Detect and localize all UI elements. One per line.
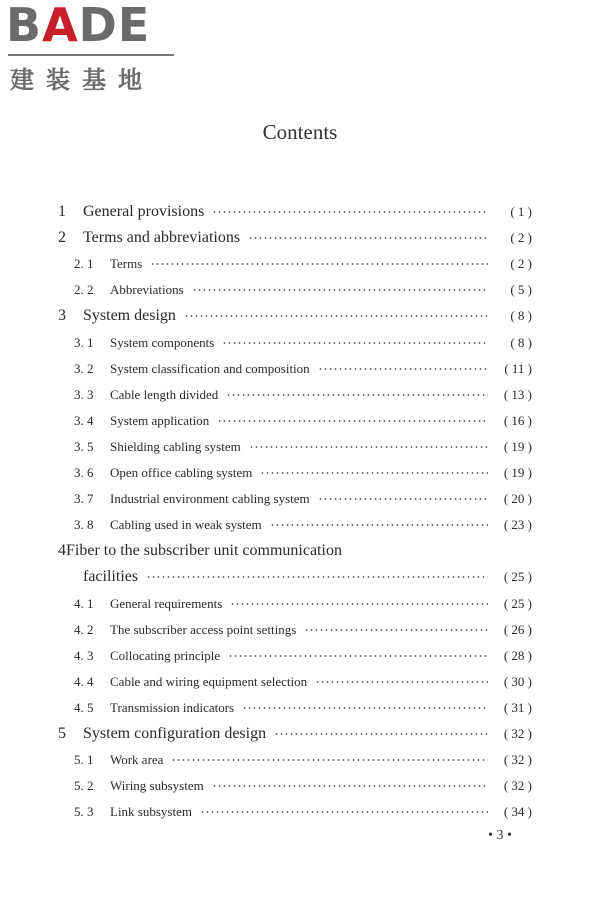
toc-entry-title: Terms and abbreviations xyxy=(83,229,241,246)
dot-leader xyxy=(146,571,488,583)
dot-leader xyxy=(242,702,488,714)
toc-entry-title: Cable and wiring equipment selection xyxy=(110,674,308,689)
toc-entry-title: General requirements xyxy=(110,596,223,611)
logo-subtitle: 建装基地 xyxy=(10,66,154,94)
toc-subsection-entry[interactable] xyxy=(74,460,532,486)
toc-entry-page: ( 8 ) xyxy=(510,335,532,350)
toc-entry-number: 3. 8 xyxy=(74,517,94,532)
toc-entry-title: Terms xyxy=(110,256,143,271)
toc-entry-title: The subscriber access point settings xyxy=(110,622,297,637)
toc-subsection-entry[interactable] xyxy=(74,512,532,538)
toc-entry-page: ( 32 ) xyxy=(503,726,532,741)
toc-subsection-entry[interactable] xyxy=(74,669,532,695)
dot-leader xyxy=(260,467,488,479)
toc-entry-page: ( 34 ) xyxy=(503,804,532,819)
toc-subsection-entry[interactable] xyxy=(74,277,532,303)
dot-leader xyxy=(249,441,488,453)
page-title: Contents xyxy=(262,120,338,144)
dot-leader xyxy=(226,389,488,401)
toc-entry-number: 3. 7 xyxy=(74,491,94,506)
toc-subsection-entry[interactable] xyxy=(74,617,532,643)
page-number: • 3 • xyxy=(488,828,512,843)
toc-subsection-entry[interactable] xyxy=(74,591,532,617)
logo-wordmark: BADE xyxy=(6,0,151,52)
toc-section-entry[interactable] xyxy=(58,721,532,747)
dot-leader xyxy=(315,676,488,688)
toc-entry-number: 3. 6 xyxy=(74,465,94,480)
toc-entry-title: Cable length divided xyxy=(110,387,219,402)
toc-entry-title: Work area xyxy=(110,752,164,767)
toc-entry-number: 1 xyxy=(58,203,66,220)
dot-leader xyxy=(248,232,488,244)
toc-entry-number: 3 xyxy=(58,307,66,324)
toc-subsection-entry[interactable] xyxy=(74,695,532,721)
toc-entry-title: System classification and composition xyxy=(110,361,310,376)
toc-entry-page: ( 2 ) xyxy=(510,256,532,271)
dot-leader xyxy=(318,493,488,505)
toc-entry-page: ( 31 ) xyxy=(503,700,532,715)
dot-leader xyxy=(230,598,488,610)
toc-entry-page: ( 32 ) xyxy=(503,778,532,793)
dot-leader xyxy=(171,754,488,766)
toc-entry-title: Shielding cabling system xyxy=(110,439,241,454)
toc-entry-title: Link subsystem xyxy=(110,804,192,819)
toc-entry-number: 4. 4 xyxy=(74,674,94,689)
toc-entry-number: 4. 2 xyxy=(74,622,94,637)
toc-entry-title: Transmission indicators xyxy=(110,700,235,715)
toc-entry-page: ( 1 ) xyxy=(510,204,532,219)
publisher-logo xyxy=(6,0,176,94)
toc-entry-page: ( 2 ) xyxy=(510,230,532,245)
toc-entry-page: ( 8 ) xyxy=(510,308,532,323)
toc-entry-page: ( 30 ) xyxy=(503,674,532,689)
toc-subsection-entry[interactable] xyxy=(74,799,532,825)
dot-leader xyxy=(150,258,488,270)
toc-entry-page: ( 25 ) xyxy=(503,569,532,584)
toc-entry-title: System configuration design xyxy=(83,725,267,742)
toc-entry-number: 5 xyxy=(58,725,66,742)
toc-section-entry[interactable] xyxy=(58,199,532,225)
toc-entry-title: Collocating principle xyxy=(110,648,221,663)
dot-leader xyxy=(184,310,488,322)
toc-entry-title: General provisions xyxy=(83,203,205,220)
toc-entry-number: 3. 3 xyxy=(74,387,94,402)
toc-entry-page: ( 28 ) xyxy=(503,648,532,663)
toc-entry-number: 5. 3 xyxy=(74,804,94,819)
toc-entry-page: ( 26 ) xyxy=(503,622,532,637)
toc-entry-page: ( 20 ) xyxy=(503,491,532,506)
toc-entry-number: 5. 1 xyxy=(74,752,94,767)
toc-subsection-entry[interactable] xyxy=(74,382,532,408)
toc-subsection-entry[interactable] xyxy=(74,330,532,356)
toc-entry-title: Wiring subsystem xyxy=(110,778,204,793)
toc-entry-page: ( 32 ) xyxy=(503,752,532,767)
dot-leader xyxy=(192,284,488,296)
toc-entry-title: Industrial environment cabling system xyxy=(110,491,310,506)
toc-section-entry[interactable] xyxy=(58,538,532,564)
toc-entry-number: 2 xyxy=(58,229,66,246)
toc-subsection-entry[interactable] xyxy=(74,486,532,512)
toc-entry-page: ( 19 ) xyxy=(503,439,532,454)
toc-entry-page: ( 5 ) xyxy=(510,282,532,297)
toc-subsection-entry[interactable] xyxy=(74,408,532,434)
dot-leader xyxy=(217,415,488,427)
toc-entry-number: 5. 2 xyxy=(74,778,94,793)
dot-leader xyxy=(318,363,488,375)
dot-leader xyxy=(222,337,488,349)
toc-entry-number: 3. 1 xyxy=(74,335,94,350)
toc-section-entry[interactable] xyxy=(83,564,532,590)
toc-subsection-entry[interactable] xyxy=(74,643,532,669)
logo-rule xyxy=(8,54,174,56)
toc-entry-number: 4. 1 xyxy=(74,596,94,611)
toc-entry-number: 2. 2 xyxy=(74,282,94,297)
toc-entry-title: Open office cabling system xyxy=(110,465,253,480)
toc-section-entry[interactable] xyxy=(58,225,532,251)
toc-section-entry[interactable] xyxy=(58,303,532,329)
toc-entry-number: 2. 1 xyxy=(74,256,94,271)
toc-entry-title: System components xyxy=(110,335,215,350)
toc-entry-title: Fiber to the subscriber unit communication xyxy=(66,542,342,559)
toc-entry-number: 4. 5 xyxy=(74,700,94,715)
dot-leader xyxy=(228,650,488,662)
dot-leader xyxy=(212,780,488,792)
toc-subsection-entry[interactable] xyxy=(74,773,532,799)
toc-entry-title: Abbreviations xyxy=(110,282,184,297)
toc-entry-page: ( 23 ) xyxy=(503,517,532,532)
dot-leader xyxy=(274,728,488,740)
dot-leader xyxy=(200,806,488,818)
toc-entry-number: 3. 2 xyxy=(74,361,94,376)
toc-entry-number: 4 xyxy=(58,542,66,559)
toc-entry-title: Cabling used in weak system xyxy=(110,517,262,532)
toc-subsection-entry[interactable] xyxy=(74,356,532,382)
toc-entry-title: System design xyxy=(83,307,176,324)
toc-entry-page: ( 19 ) xyxy=(503,465,532,480)
toc-subsection-entry[interactable] xyxy=(74,434,532,460)
toc-entry-page: ( 25 ) xyxy=(503,596,532,611)
toc-entry-page: ( 11 ) xyxy=(504,361,532,376)
dot-leader xyxy=(212,206,488,218)
toc-entry-number: 3. 4 xyxy=(74,413,94,428)
dot-leader xyxy=(270,519,488,531)
dot-leader xyxy=(304,624,488,636)
toc-entry-number: 3. 5 xyxy=(74,439,94,454)
toc-subsection-entry[interactable] xyxy=(74,251,532,277)
toc-entry-title-continued: facilities xyxy=(83,568,139,585)
toc-entry-number: 4. 3 xyxy=(74,648,94,663)
toc-entry-title: System application xyxy=(110,413,210,428)
toc-entry-page: ( 16 ) xyxy=(503,413,532,428)
toc-subsection-entry[interactable] xyxy=(74,747,532,773)
toc-entry-page: ( 13 ) xyxy=(503,387,532,402)
